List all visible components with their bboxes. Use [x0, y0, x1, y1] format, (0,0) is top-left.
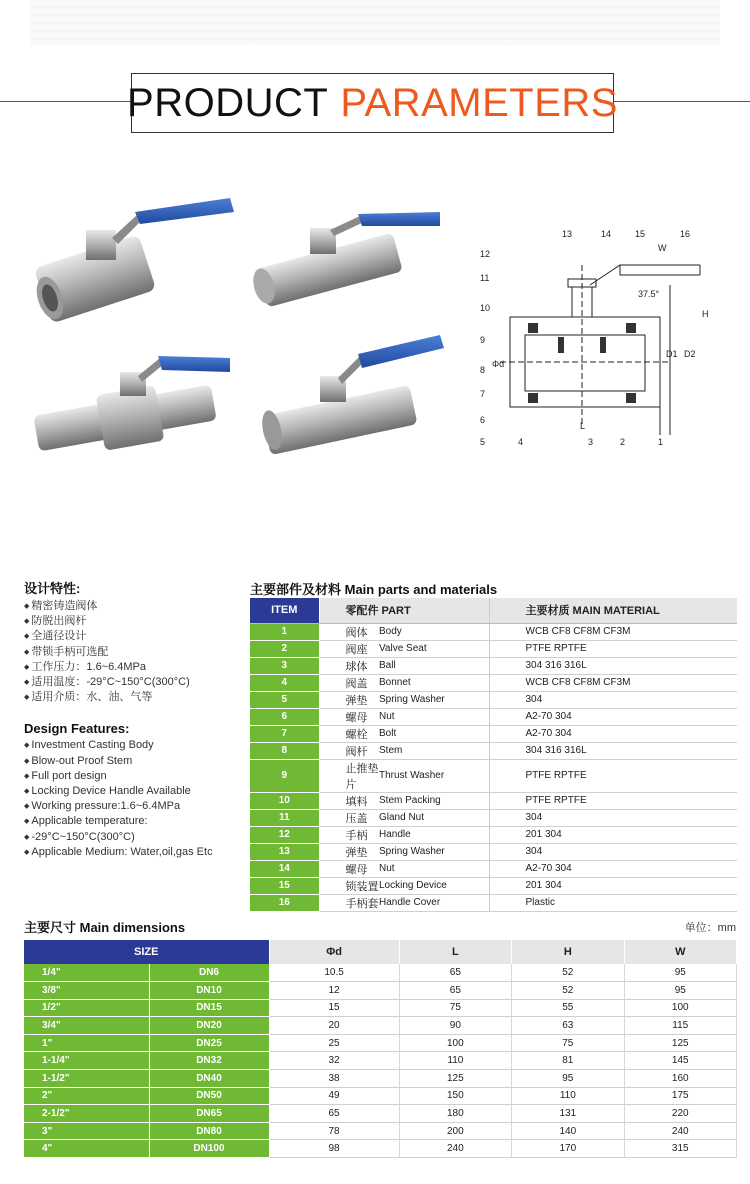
dim-l: 75 [399, 999, 511, 1017]
size-inch: 1" [24, 1034, 149, 1052]
label-15: 15 [635, 229, 646, 239]
size-dn: DN6 [149, 964, 269, 982]
dim-d: 25 [269, 1034, 399, 1052]
dim-l: 125 [399, 1070, 511, 1088]
feature-en-item: ◆ -29°C~150°C(300°C) [24, 830, 239, 845]
part-name-cn: 填料 [319, 792, 379, 809]
part-name-cn: 手柄套 [319, 894, 379, 911]
dim-l: 180 [399, 1105, 511, 1123]
part-number: 3 [250, 657, 319, 674]
valve-photo-threaded [32, 198, 234, 324]
size-inch: 3/8" [24, 982, 149, 1000]
size-inch: 1-1/4" [24, 1052, 149, 1070]
dimensions-row [24, 1122, 737, 1140]
dim-d: 38 [269, 1070, 399, 1088]
label-angle: 37.5° [638, 289, 660, 299]
dimensions-row [24, 1140, 737, 1158]
part-name-cn: 锁装置 [319, 877, 379, 894]
dimensions-row [24, 1087, 737, 1105]
dims-header-size: SIZE [24, 940, 269, 964]
part-number: 5 [250, 691, 319, 708]
dim-d: 20 [269, 1017, 399, 1035]
size-dn: DN15 [149, 999, 269, 1017]
part-name-en: Spring Washer [379, 843, 489, 860]
dim-d: 10.5 [269, 964, 399, 982]
dim-h: 170 [512, 1140, 624, 1158]
size-dn: DN65 [149, 1105, 269, 1123]
parts-row [250, 742, 737, 759]
dimensions-table-body [24, 964, 737, 1158]
label-12: 12 [480, 249, 491, 259]
parts-table [250, 598, 737, 912]
label-14: 14 [601, 229, 612, 239]
part-material: 304 [489, 843, 737, 860]
dim-l: 90 [399, 1017, 511, 1035]
dim-d: 15 [269, 999, 399, 1017]
feature-cn-item: ◆ 精密铸造阀体 [24, 599, 239, 614]
part-material: 201 304 [489, 826, 737, 843]
part-name-en: Nut [379, 708, 489, 725]
size-dn: DN20 [149, 1017, 269, 1035]
part-name-cn: 压盖 [319, 809, 379, 826]
dim-w: 95 [624, 964, 736, 982]
parts-header-material: 主要材质 MAIN MATERIAL [489, 598, 737, 623]
size-dn: DN32 [149, 1052, 269, 1070]
dim-h: 52 [512, 964, 624, 982]
feature-cn-item: ◆ 全通径设计 [24, 629, 239, 644]
dimensions-row [24, 1105, 737, 1123]
size-inch: 2" [24, 1087, 149, 1105]
label-5: 5 [480, 437, 486, 447]
dims-header-d: Φd [269, 940, 399, 964]
title-word-parameters: PARAMETERS [340, 80, 618, 125]
feature-en-item: ◆ Applicable temperature: [24, 814, 239, 829]
parts-row [250, 708, 737, 725]
dim-d: 49 [269, 1087, 399, 1105]
parts-row [250, 894, 737, 911]
dimensions-table [24, 940, 737, 1158]
dimensions-row [24, 1070, 737, 1088]
feature-en-item: ◆ Applicable Medium: Water,oil,gas Etc [24, 845, 239, 860]
part-name-cn: 螺栓 [319, 725, 379, 742]
parts-row [250, 877, 737, 894]
part-name-en: Locking Device [379, 877, 489, 894]
part-material: 304 [489, 809, 737, 826]
label-6: 6 [480, 415, 486, 425]
drawing-labels [480, 229, 709, 447]
part-name-en: Stem Packing [379, 792, 489, 809]
part-material: 304 [489, 691, 737, 708]
label-16: 16 [680, 229, 691, 239]
part-name-cn: 螺母 [319, 708, 379, 725]
part-name-en: Valve Seat [379, 640, 489, 657]
dim-d: 98 [269, 1140, 399, 1158]
label-9: 9 [480, 335, 486, 345]
part-name-cn: 螺母 [319, 860, 379, 877]
label-8: 8 [480, 365, 486, 375]
dim-w: 145 [624, 1052, 736, 1070]
label-11: 11 [480, 273, 490, 283]
part-name-cn: 止推垫片 [319, 759, 379, 792]
dims-header-w: W [624, 940, 736, 964]
parts-row [250, 843, 737, 860]
part-number: 8 [250, 742, 319, 759]
part-material: 304 316 316L [489, 657, 737, 674]
valve-photo-clamp [259, 335, 444, 455]
part-number: 2 [250, 640, 319, 657]
parts-row [250, 826, 737, 843]
part-name-cn: 阀杆 [319, 742, 379, 759]
size-inch: 1/4" [24, 964, 149, 982]
label-d: Φd [492, 359, 505, 369]
dim-l: 100 [399, 1034, 511, 1052]
part-material: WCB CF8 CF8M CF3M [489, 674, 737, 691]
dimensions-row [24, 999, 737, 1017]
part-number: 11 [250, 809, 319, 826]
dimensions-row [24, 1052, 737, 1070]
dim-l: 150 [399, 1087, 511, 1105]
part-name-cn: 阀座 [319, 640, 379, 657]
label-d2: D2 [684, 349, 696, 359]
part-name-cn: 球体 [319, 657, 379, 674]
dims-header-h: H [512, 940, 624, 964]
valve-photo-butt-weld [33, 356, 230, 451]
feature-cn-item: ◆ 适用温度：-29°C~150°C(300°C) [24, 675, 239, 690]
part-name-cn: 阀盖 [319, 674, 379, 691]
part-name-en: Ball [379, 657, 489, 674]
features-cn-heading: 设计特性: [24, 581, 81, 596]
dim-l: 110 [399, 1052, 511, 1070]
parts-row [250, 860, 737, 877]
size-dn: DN40 [149, 1070, 269, 1088]
size-inch: 3/4" [24, 1017, 149, 1035]
part-name-cn: 阀体 [319, 623, 379, 640]
size-inch: 2-1/2" [24, 1105, 149, 1123]
feature-cn-item: ◆ 工作压力：1.6~6.4MPa [24, 660, 239, 675]
dim-w: 240 [624, 1122, 736, 1140]
parts-row [250, 725, 737, 742]
part-material: PTFE RPTFE [489, 640, 737, 657]
parts-row [250, 623, 737, 640]
dim-d: 32 [269, 1052, 399, 1070]
part-name-en: Thrust Washer [379, 759, 489, 792]
dim-h: 95 [512, 1070, 624, 1088]
dim-w: 115 [624, 1017, 736, 1035]
dim-h: 55 [512, 999, 624, 1017]
label-4: 4 [518, 437, 524, 447]
dimensions-row [24, 982, 737, 1000]
parts-row [250, 759, 737, 792]
size-dn: DN10 [149, 982, 269, 1000]
part-name-cn: 弹垫 [319, 843, 379, 860]
technical-drawing [470, 225, 745, 455]
parts-header-part: 零配件 PART [319, 598, 489, 623]
size-inch: 1/2" [24, 999, 149, 1017]
part-material: PTFE RPTFE [489, 792, 737, 809]
dim-w: 220 [624, 1105, 736, 1123]
dim-w: 125 [624, 1034, 736, 1052]
parts-row [250, 691, 737, 708]
part-name-en: Nut [379, 860, 489, 877]
part-number: 14 [250, 860, 319, 877]
part-material: 304 316 316L [489, 742, 737, 759]
valve-photo-socket-weld [250, 212, 440, 307]
dimensions-row [24, 1034, 737, 1052]
part-name-cn: 弹垫 [319, 691, 379, 708]
part-name-en: Bolt [379, 725, 489, 742]
dim-d: 65 [269, 1105, 399, 1123]
label-10: 10 [480, 303, 491, 313]
dimensions-title: 主要尺寸 Main dimensions [24, 920, 186, 935]
dim-h: 131 [512, 1105, 624, 1123]
label-w: W [658, 243, 667, 253]
part-material: A2-70 304 [489, 860, 737, 877]
feature-en-item: ◆ Working pressure:1.6~6.4MPa [24, 799, 239, 814]
feature-en-item: ◆ Blow-out Proof Stem [24, 754, 239, 769]
dim-h: 75 [512, 1034, 624, 1052]
dim-l: 65 [399, 964, 511, 982]
feature-en-item: ◆ Investment Casting Body [24, 738, 239, 753]
product-photos [20, 180, 460, 480]
top-banner-strip [30, 0, 720, 45]
parts-row [250, 792, 737, 809]
part-number: 4 [250, 674, 319, 691]
dim-l: 200 [399, 1122, 511, 1140]
size-dn: DN50 [149, 1087, 269, 1105]
part-number: 13 [250, 843, 319, 860]
dim-h: 63 [512, 1017, 624, 1035]
dim-l: 65 [399, 982, 511, 1000]
parts-row [250, 657, 737, 674]
label-h: H [702, 309, 709, 319]
part-name-en: Handle [379, 826, 489, 843]
parts-table-body [250, 623, 737, 911]
label-7: 7 [480, 389, 486, 399]
part-number: 9 [250, 759, 319, 792]
size-dn: DN80 [149, 1122, 269, 1140]
dim-l: 240 [399, 1140, 511, 1158]
part-name-en: Spring Washer [379, 691, 489, 708]
label-3: 3 [588, 437, 594, 447]
part-material: WCB CF8 CF8M CF3M [489, 623, 737, 640]
dim-h: 140 [512, 1122, 624, 1140]
dimensions-row [24, 1017, 737, 1035]
parts-row [250, 674, 737, 691]
features-en-heading: Design Features: [24, 721, 130, 737]
part-number: 12 [250, 826, 319, 843]
feature-cn-item: ◆ 适用介质：水、油、气等 [24, 690, 239, 705]
part-name-cn: 手柄 [319, 826, 379, 843]
part-material: A2-70 304 [489, 708, 737, 725]
parts-header-item: ITEM [250, 598, 319, 623]
dim-h: 52 [512, 982, 624, 1000]
part-name-en: Stem [379, 742, 489, 759]
parts-row [250, 809, 737, 826]
feature-cn-item: ◆ 带锁手柄可选配 [24, 645, 239, 660]
design-features [24, 578, 239, 860]
dim-w: 315 [624, 1140, 736, 1158]
dim-h: 110 [512, 1087, 624, 1105]
parts-title: 主要部件及材料 Main parts and materials [250, 582, 498, 597]
size-inch: 3" [24, 1122, 149, 1140]
title-word-product: PRODUCT [127, 80, 329, 125]
dim-w: 95 [624, 982, 736, 1000]
part-number: 15 [250, 877, 319, 894]
label-2: 2 [620, 437, 626, 447]
part-number: 16 [250, 894, 319, 911]
dimensions-row [24, 964, 737, 982]
feature-en-item: ◆ Full port design [24, 769, 239, 784]
dim-w: 160 [624, 1070, 736, 1088]
label-l: L [580, 421, 586, 431]
part-number: 1 [250, 623, 319, 640]
unit-label: 单位：mm [684, 922, 736, 934]
feature-en-item: ◆ Locking Device Handle Available [24, 784, 239, 799]
part-material: 201 304 [489, 877, 737, 894]
size-inch: 4" [24, 1140, 149, 1158]
part-material: A2-70 304 [489, 725, 737, 742]
part-number: 7 [250, 725, 319, 742]
label-1: 1 [658, 437, 664, 447]
page-title [127, 73, 618, 133]
part-number: 6 [250, 708, 319, 725]
label-d1: D1 [666, 349, 678, 359]
dim-w: 175 [624, 1087, 736, 1105]
part-name-en: Bonnet [379, 674, 489, 691]
part-number: 10 [250, 792, 319, 809]
part-material: PTFE RPTFE [489, 759, 737, 792]
size-dn: DN100 [149, 1140, 269, 1158]
parts-row [250, 640, 737, 657]
label-13: 13 [562, 229, 573, 239]
dim-d: 78 [269, 1122, 399, 1140]
part-name-en: Body [379, 623, 489, 640]
dim-d: 12 [269, 982, 399, 1000]
dim-w: 100 [624, 999, 736, 1017]
size-inch: 1-1/2" [24, 1070, 149, 1088]
part-name-en: Handle Cover [379, 894, 489, 911]
part-material: Plastic [489, 894, 737, 911]
part-name-en: Gland Nut [379, 809, 489, 826]
size-dn: DN25 [149, 1034, 269, 1052]
dim-h: 81 [512, 1052, 624, 1070]
feature-cn-item: ◆ 防脱出阀杆 [24, 614, 239, 629]
dims-header-l: L [399, 940, 511, 964]
